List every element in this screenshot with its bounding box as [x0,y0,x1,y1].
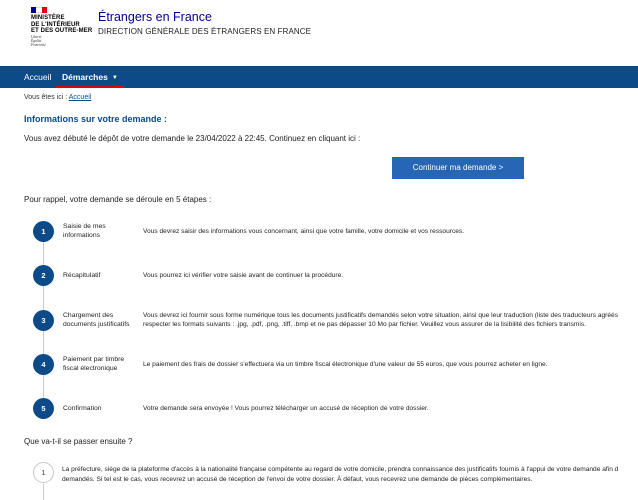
site-title-link[interactable]: Étrangers en France [98,10,212,24]
step-item [0,310,638,340]
step-number-badge: 4 [33,354,54,375]
step-description: Vous pourrez ici vérifier votre saisie avant de continuer la procédure. [143,272,344,279]
nav-item-accueil[interactable]: Accueil [24,72,52,82]
ministry-name: MINISTÈRE DE L'INTÉRIEUR ET DES OUTRE-MER [31,15,93,34]
breadcrumb [24,94,91,101]
page-title: Informations sur votre demande : [24,114,168,124]
republic-motto: Liberté Égalité Fraternité [31,35,46,47]
steps-reminder-text: Pour rappel, votre demande se déroule en 5 étapes : [24,195,212,204]
next-steps-title: Que va-t-il se passer ensuite ? [24,437,133,446]
step-number-badge: 5 [33,398,54,419]
step-description: Le paiement des frais de dossier s'effectuera via un timbre fiscal électronique d'une valeur de 55 euros, que vous pourrez acheter en ligne. [143,361,548,368]
site-subtitle: DIRECTION GÉNÉRALE DES ÉTRANGERS EN FRANCE [98,27,312,36]
step-item [0,265,638,295]
active-tab-indicator [56,86,124,88]
step-description: Vous devrez saisir des informations vous concernant, ainsi que votre famille, votre domicile et vos ressources. [143,228,465,235]
republic-flag-logo [31,7,47,13]
nav-item-demarches-label: Démarches [62,72,108,82]
step-name: Récapitulatif [63,272,101,279]
step-item [0,221,638,251]
application-started-text: Vous avez débuté le dépôt de votre demande le 23/04/2022 à 22:45. Continuez en cliquant ici : [24,134,361,143]
next-step-number-badge: 1 [33,462,54,483]
nav-item-demarches[interactable] [56,66,124,88]
step-name: Confirmation [63,405,102,412]
step-item [0,354,638,384]
breadcrumb-link-accueil[interactable]: Accueil [68,94,92,101]
step-number-badge: 2 [33,265,54,286]
main-navigation [0,66,638,88]
step-item [0,398,638,428]
next-step-description: La préfecture, siège de la plateforme d'accès à la nationalité française compétente au regard de votre domicile, prendra connaissance des justificatifs fournis à l'appui de votre demande afin d demandés. Si tel est le cas, vous recevrez un accusé de réception de l'envoi de votre dossier. À défaut, vous recevrez une demande de pièces complémentaires. [62,466,619,483]
timeline-connector [43,484,44,500]
breadcrumb-prefix: Vous êtes ici : [24,94,68,101]
step-description: Votre demande sera envoyée ! Vous pourrez télécharger un accusé de réception de votre dossier. [143,405,429,412]
chevron-down-icon: ▼ [111,75,118,81]
step-number-badge: 1 [33,221,54,242]
step-description: Vous devrez ici fournir sous forme numérique tous les documents justificatifs demandés selon votre situation, ainsi que leur traduction (liste des traducteurs agréés respecter les formats suivants : .jpg, .pdf, .png, .tiff, .bmp et ne pas dépasser 10 Mo par fichier. Veuillez vous assurer de la lisibilité des fichiers transmis. [143,312,618,328]
continue-application-button[interactable]: Continuer ma demande > [392,157,524,179]
step-name: Paiement par timbre fiscal électronique [63,356,125,372]
step-number-badge: 3 [33,310,54,331]
step-name: Saisie de mes informations [63,223,106,239]
site-header [0,0,638,66]
step-name: Chargement des documents justificatifs [63,312,130,328]
